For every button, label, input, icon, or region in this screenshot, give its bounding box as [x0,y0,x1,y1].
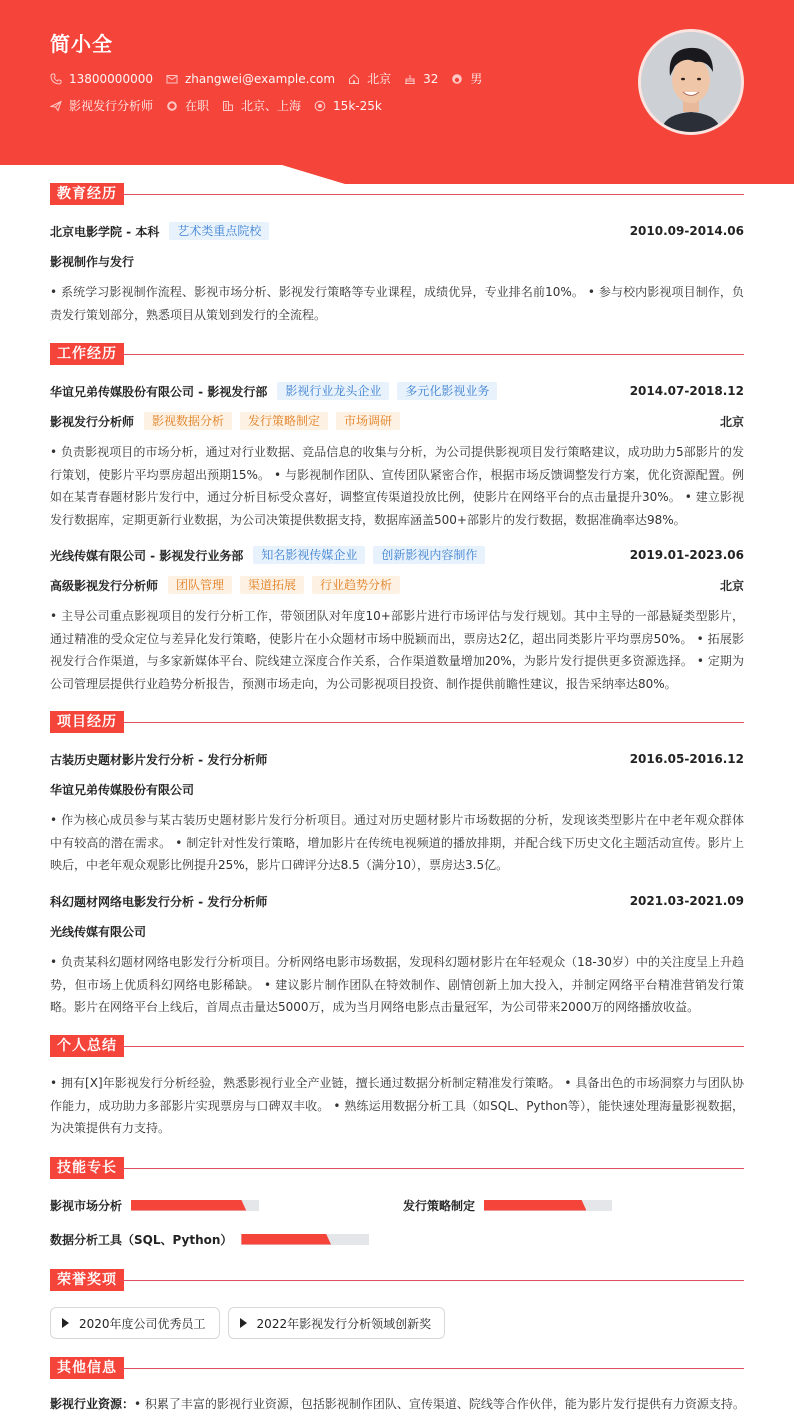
email-text: zhangwei@example.com [184,71,336,86]
work-company-row [50,380,744,402]
section-other [50,1357,744,1379]
section-divider [121,1046,744,1047]
education-description: • 系统学习影视制作流程、影视市场分析、影视发行策略等专业课程，成绩优异，专业排名前10%。 • 参与校内影视项目制作，负责发行策划部分，熟悉项目从策划到发行的全流程。 [50,285,744,322]
phone-icon [50,73,62,85]
project-title: 科幻题材网络电影发行分析 - 发行分析师 [50,894,268,909]
job-status-item [166,97,209,114]
role-tag: 行业趋势分析 [312,576,400,594]
gender-icon [451,73,463,85]
mail-icon [166,73,178,85]
work-role-row [50,574,744,596]
section-title: 个人总结 [50,1035,124,1057]
skill-level-bar [241,1234,369,1245]
contact-row [50,70,495,87]
award-item [228,1307,446,1339]
company-tag: 创新影视内容制作 [373,546,485,564]
project-date: 2021.03-2021.09 [629,894,744,908]
gender-item [451,70,482,87]
salary-icon [314,100,326,112]
avatar [638,29,744,135]
work-date: 2014.07-2018.12 [629,384,744,398]
project-title-row [50,890,744,912]
section-divider [121,1168,744,1169]
work-date: 2019.01-2023.06 [629,548,744,562]
job-status-text: 在职 [185,99,210,113]
role-tag: 影视数据分析 [144,412,232,430]
education-date: 2010.09-2014.06 [629,224,744,238]
work-location: 北京 [719,578,744,593]
home-icon [348,73,360,85]
education-row [50,220,744,242]
section-title: 工作经历 [50,343,124,365]
section-skills [50,1157,744,1179]
email-item [166,72,335,86]
target-city-text: 北京、上海 [241,99,302,113]
project-description: • 作为核心成员参与某古装历史题材影片发行分析项目。通过对历史题材影片市场数据的分析，发现该类型影片在中老年观众群体中有较高的潜在需求。 • 制定针对性发行策略，增加影片在传统电视频道的播放排期，并配合线下历史文化主题活动宣传。影片上映后，中老年观众观影比例提升25%，影片口碑评分达8.5（满分10），票房达3.5亿。 [50,813,744,872]
age-text: 32 [423,71,439,86]
project-title: 古装历史题材影片发行分析 - 发行分析师 [50,752,268,767]
work-company-row [50,544,744,566]
major-name: 影视制作与发行 [50,254,135,269]
major-row [50,250,744,272]
target-city-item [222,97,301,114]
target-position-text: 影视发行分析师 [69,99,154,113]
phone-text: 13800000000 [69,71,153,86]
section-awards [50,1269,744,1291]
award-item [50,1307,220,1339]
skill-name: 发行策略制定 [403,1198,476,1213]
section-title: 项目经历 [50,711,124,733]
triangle-bullet-icon [62,1318,69,1328]
candidate-name: 简小全 [50,32,113,56]
city-text: 北京 [367,72,392,86]
salary-item [314,99,382,113]
send-icon [50,100,62,112]
section-title: 其他信息 [50,1357,124,1379]
role-tag: 市场调研 [336,412,400,430]
company-tag: 多元化影视业务 [397,382,497,400]
building-icon [222,100,234,112]
work-description: • 负责影视项目的市场分析，通过对行业数据、竞品信息的收集与分析，为公司提供影视项目发行策略建议，成功助力5部影片的发行策划，使影片平均票房超出预期15%。 • 与影视制作团队、宣传团队紧密合作，根据市场反馈调整发行方案，优化资源配置。例如在某青春题材影片发行中，通过分析目标受众喜好，调整宣传渠道投放比例，使影片在网络平台的点击量提升30%。 • 建立影视发行数据库，定期更新行业数据，为公司决策提供数据支持，数据库涵盖500+部影片的发行数据，数据准确率达98%。 [50,445,744,527]
skill-level-bar [484,1200,612,1211]
project-company: 华谊兄弟传媒股份有限公司 [50,782,195,797]
role-tag: 团队管理 [168,576,232,594]
status-icon [166,100,178,112]
skill-level-fill [484,1200,586,1211]
summary-text: • 拥有[X]年影视发行分析经验，熟悉影视行业全产业链，擅长通过数据分析制定精准发行策略。 • 具备出色的市场洞察力与团队协作能力，成功助力多部影片实现票房与口碑双丰收。 • 熟练运用数据分析工具（如SQL、Python等），能快速处理海量影视数据，为决策提供有力支持。 [50,1076,744,1135]
work-role-row [50,410,744,432]
skill-name: 影视市场分析 [50,1198,123,1213]
phone-item [50,72,153,86]
role-tag: 渠道拓展 [240,576,304,594]
skill-name: 数据分析工具（SQL、Python） [50,1232,233,1247]
section-divider [121,354,744,355]
section-title: 荣誉奖项 [50,1269,124,1291]
company-tag: 影视行业龙头企业 [277,382,389,400]
work-location: 北京 [719,414,744,429]
gender-text: 男 [470,72,483,86]
project-company-row [50,778,744,800]
other-info-text: • 积累了丰富的影视行业资源，包括影视制作团队、宣传渠道、院线等合作伙伴，能为影片发行提供有力资源支持。 [134,1397,745,1411]
project-company: 光线传媒有限公司 [50,924,147,939]
skill-level-fill [131,1200,246,1211]
job-role: 影视发行分析师 [50,414,135,429]
triangle-bullet-icon [240,1318,247,1328]
job-intent-row [50,97,395,114]
company-name: 华谊兄弟传媒股份有限公司 - 影视发行部 [50,384,268,399]
other-info-row [50,1395,745,1412]
target-position-item [50,97,153,114]
age-item [404,72,438,86]
section-divider [121,1368,744,1369]
section-education [50,183,744,205]
section-divider [121,722,744,723]
project-company-row [50,920,744,942]
school-name: 北京电影学院 - 本科 [50,224,160,239]
project-description: • 负责某科幻题材网络电影发行分析项目。分析网络电影市场数据，发现科幻题材影片在年轻观众（18-30岁）中的关注度呈上升趋势，但市场上优质科幻网络电影稀缺。 • 建议影片制作团队在特效制作、剧情创新上加大投入，并制定网络平台精准营销发行策略。影片在网络平台上线后，首周点击量达5000万，成为当月网络电影点击量冠军，为公司带来2000万的网络播放收益。 [50,955,744,1014]
work-description: • 主导公司重点影视项目的发行分析工作，带领团队对年度10+部影片进行市场评估与发行规划。其中主导的一部悬疑类型影片，通过精准的受众定位与差异化发行策略，使影片在小众题材市场中脱颖而出，票房达2亿，超出同类影片平均票房50%。 • 拓展影视发行合作渠道，与多家新媒体平台、院线建立深度合作关系，合作渠道数量增加20%，为影片发行提供更多资源选择。 • 定期为公司管理层提供行业趋势分析报告，预测市场走向，为公司影视项目投资、制作提供前瞻性建议，报告采纳率达80%。 [50,609,744,691]
section-divider [121,194,744,195]
resume-header [0,0,794,184]
cake-icon [404,73,416,85]
other-info-label: 影视行业资源： [50,1397,135,1411]
salary-text: 15k-25k [333,98,382,113]
project-date: 2016.05-2016.12 [629,752,744,766]
section-title: 技能专长 [50,1157,124,1179]
section-summary [50,1035,744,1057]
company-name: 光线传媒有限公司 - 影视发行业务部 [50,548,244,563]
job-role: 高级影视发行分析师 [50,578,159,593]
skill-level-bar [131,1200,259,1211]
city-item [348,70,391,87]
section-title: 教育经历 [50,183,124,205]
role-tag: 发行策略制定 [240,412,328,430]
section-work [50,343,744,365]
project-title-row [50,748,744,770]
section-divider [121,1280,744,1281]
awards-list [50,1307,453,1339]
award-name: 2020年度公司优秀员工 [79,1316,206,1331]
award-name: 2022年影视发行分析领域创新奖 [256,1316,432,1331]
skill-level-fill [241,1234,331,1245]
company-tag: 知名影视传媒企业 [253,546,365,564]
section-projects [50,711,744,733]
avatar-portrait-icon [641,32,741,132]
skill-item [50,1197,259,1213]
school-tag: 艺术类重点院校 [169,222,269,240]
skill-item [50,1231,369,1247]
skill-item [403,1197,612,1213]
